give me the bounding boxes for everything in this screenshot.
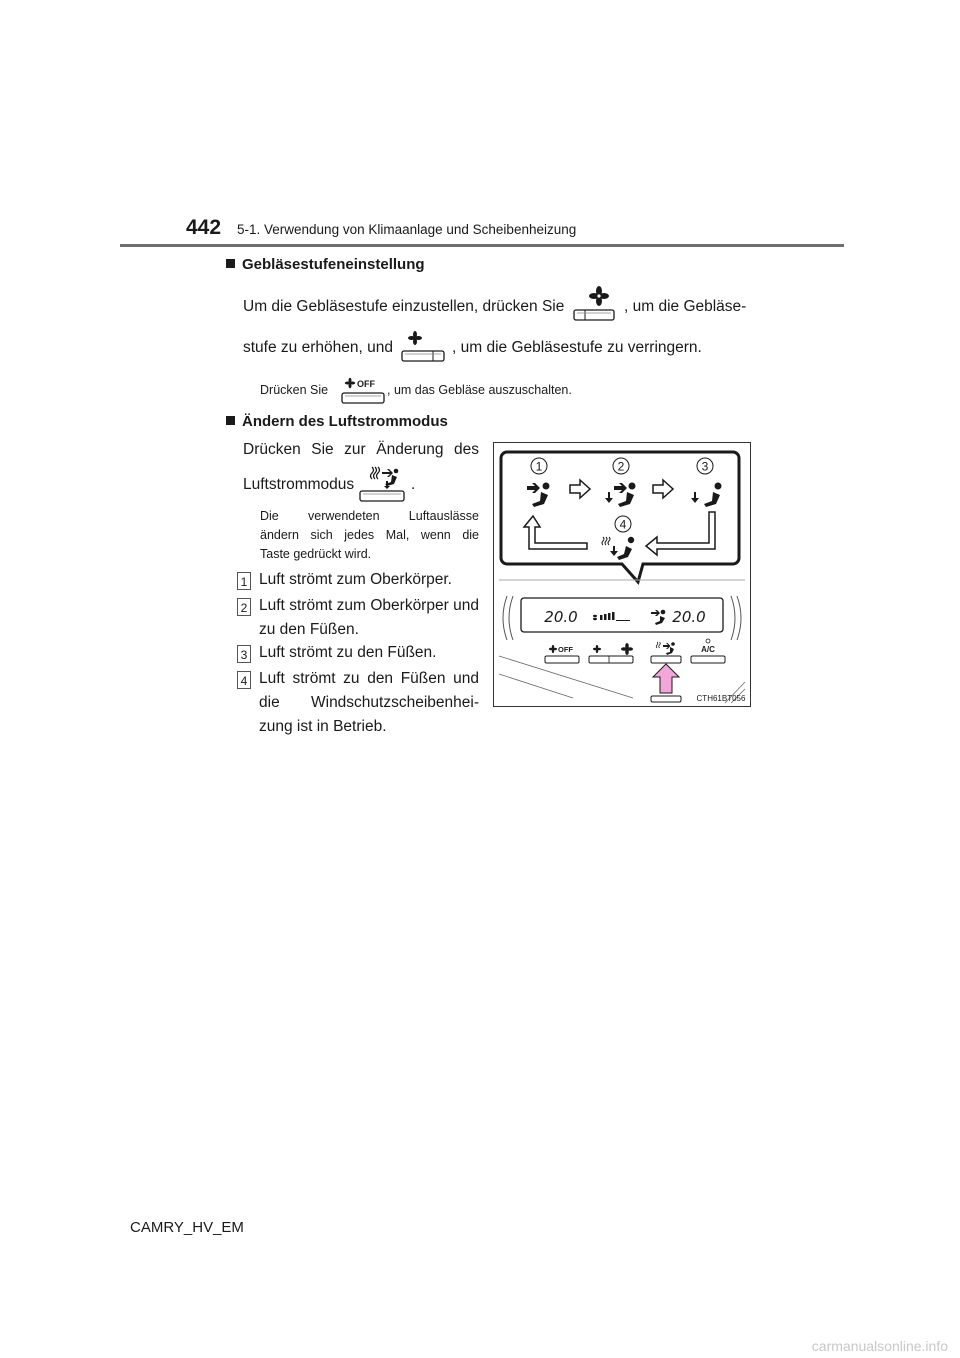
- list-item: Luft strömt zu den Füßen und: [259, 670, 479, 687]
- section-heading-fan-speed: Gebläsestufeneinstellung: [226, 256, 425, 273]
- fan-speed-line-1b: , um die Gebläse-: [624, 298, 747, 315]
- temp-left-readout: 20.0: [544, 608, 578, 626]
- airflow-mode-figure: [493, 442, 751, 707]
- off-label: OFF: [357, 379, 375, 389]
- header-divider: [120, 244, 844, 247]
- fan-off-note-a: Drücken Sie: [260, 383, 329, 397]
- item-number-4: 4: [237, 671, 251, 689]
- square-bullet-icon: [226, 259, 235, 268]
- fig-off-label: OFF: [558, 645, 573, 654]
- mode-2-label: 2: [617, 459, 625, 474]
- item-number-2: 2: [237, 598, 251, 616]
- list-item: Luft strömt zum Oberkörper und: [259, 597, 479, 614]
- fig-ac-label: A/C: [701, 645, 715, 654]
- chapter-title: 5-1. Verwendung von Klimaanlage und Scheibenheizung: [237, 222, 577, 237]
- airflow-line-1: Drücken Sie zur Änderung des: [243, 441, 479, 458]
- figure-code: CTH61BT056: [696, 694, 746, 703]
- fan-off-button-icon: [340, 376, 386, 406]
- fan-speed-line-2b: , um die Gebläsestufe zu verringern.: [452, 339, 702, 356]
- fan-up-button-icon: [572, 285, 616, 323]
- airflow-note-line-2: ändern sich jedes Mal, wenn die: [260, 528, 479, 542]
- list-item: zung ist in Betrieb.: [259, 718, 387, 735]
- list-item: Luft strömt zu den Füßen.: [259, 644, 437, 661]
- watermark: carmanualsonline.info: [811, 1338, 948, 1354]
- page-number: 442: [186, 216, 222, 239]
- fan-speed-line-1a: Um die Gebläsestufe einzustellen, drücken Sie: [243, 298, 565, 315]
- section-heading-airflow-mode: Ändern des Luftstrommodus: [226, 413, 448, 430]
- list-item: zu den Füßen.: [259, 621, 359, 638]
- square-bullet-icon: [226, 416, 235, 425]
- list-item: Luft strömt zum Oberkörper.: [259, 571, 452, 588]
- item-number-3: 3: [237, 645, 251, 663]
- mode-3-label: 3: [701, 459, 709, 474]
- fan-down-button-icon: [400, 330, 446, 364]
- fan-speed-line-2a: stufe zu erhöhen, und: [243, 339, 393, 356]
- fan-off-note-b: , um das Gebläse auszuschalten.: [387, 383, 572, 397]
- airflow-mode-button-icon: [356, 463, 408, 503]
- airflow-note-line-3: Taste gedrückt wird.: [260, 547, 372, 561]
- mode-4-label: 4: [619, 517, 627, 532]
- airflow-line-2: Luftstrommodus: [243, 476, 355, 493]
- mode-1-label: 1: [535, 459, 543, 474]
- item-number-1: 1: [237, 572, 251, 590]
- airflow-line-2-end: .: [411, 476, 416, 493]
- airflow-note-line-1: Die verwendeten Luftauslässe: [260, 509, 479, 523]
- list-item: die Windschutzscheibenhei-: [259, 694, 479, 711]
- temp-right-readout: 20.0: [672, 608, 706, 626]
- footer-model: CAMRY_HV_EM: [130, 1219, 244, 1236]
